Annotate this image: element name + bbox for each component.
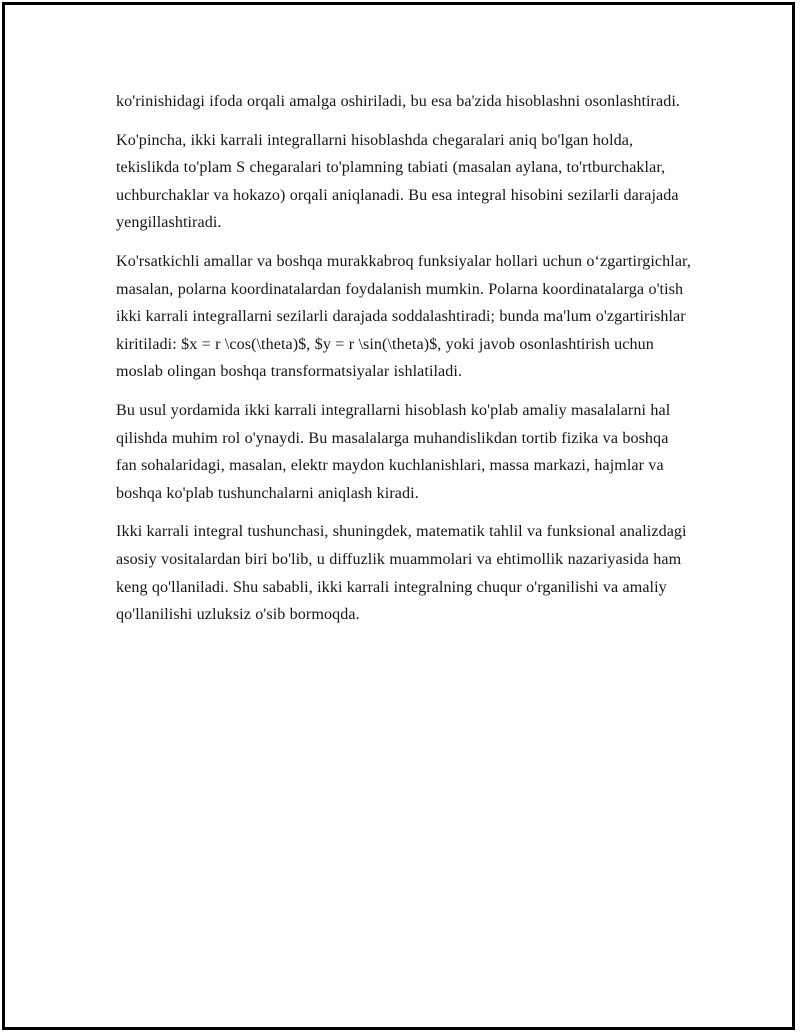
- paragraph-1: ko'rinishidagi ifoda orqali amalga oshiriladi, bu esa ba'zida hisoblashni osonlashtiradi.: [116, 93, 681, 110]
- paragraph-2: Ko'pincha, ikki karrali integrallarni hisoblashda chegaralari aniq bo'lgan holda, tekislikda to'plam S chegaralari to'plamning tabiati (masalan aylana, to'rtburchaklar, uchburchaklar va hokazo) orqali aniqlanadi. Bu esa integral hisobini sezilarli darajada yengillashtiradi.: [116, 131, 679, 232]
- paragraph-5: Ikki karrali integral tushunchasi, shuningdek, matematik tahlil va funksional analizdagi asosiy vositalardan biri bo'lib, u diffuzlik muammolari va ehtimollik nazariyasida ham keng qo'llaniladi. Shu sababli, ikki karrali integralning chuqur o'rganilishi va amaliy qo'llanilishi uzluksiz o'sib bormoqda.: [116, 523, 687, 624]
- page-border-frame: [2, 2, 795, 1030]
- page-surface: [5, 5, 792, 1027]
- paragraph-3: Ko'rsatkichli amallar va boshqa murakkabroq funksiyalar hollari uchun oʻzgartirgichlar, masalan, polarna koordinatalardan foydalanish mumkin. Polarna koordinatalarga o'tish ikki karrali integrallarni sezilarli darajada soddalashtiradi; bunda ma'lum o'zgartirishlar kiritiladi: $x = r \cos(\theta)$, $y = r \sin(\theta)$, yoki javob osonlashtirish uchun moslab olingan boshqa transformatsiyalar ishlatiladi.: [116, 252, 691, 381]
- document-text-body: [116, 88, 691, 629]
- paragraph-4: Bu usul yordamida ikki karrali integrallarni hisoblash ko'plab amaliy masalalarni hal qilishda muhim rol o'ynaydi. Bu masalalarga muhandislikdan tortib fizika va boshqa fan sohalaridagi, masalan, elektr maydon kuchlanishlari, massa markazi, hajmlar va boshqa ko'plab tushunchalarni aniqlash kiradi.: [116, 401, 671, 502]
